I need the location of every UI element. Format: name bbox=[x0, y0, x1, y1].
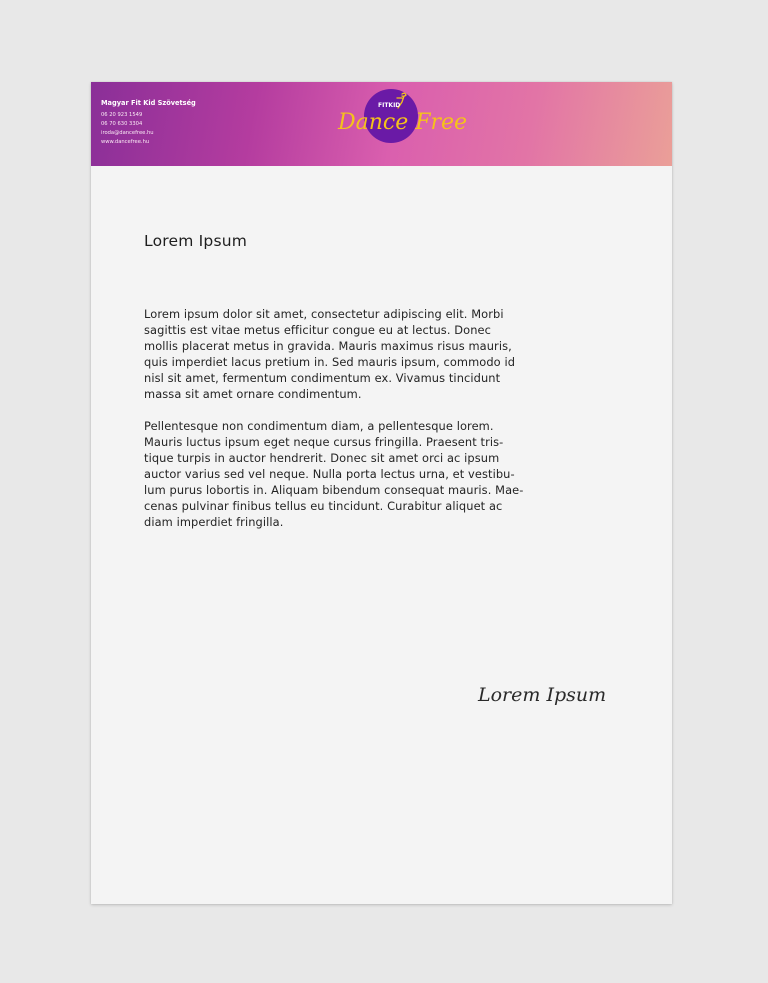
logo-fitkid-text: FITKID bbox=[378, 102, 401, 109]
paragraph-line: cenas pulvinar finibus tellus eu tincidunt. Curabitur aliquet ac bbox=[144, 499, 503, 513]
website-address: www.dancefree.hu bbox=[101, 139, 150, 145]
paragraph-line: Lorem ipsum dolor sit amet, consectetur adipiscing elit. Morbi bbox=[144, 307, 504, 321]
paragraph-line: lum purus lobortis in. Aliquam bibendum consequat mauris. Mae- bbox=[144, 483, 524, 497]
logo-script-text: Dance Free bbox=[338, 110, 468, 135]
paragraph-line: massa sit amet ornare condimentum. bbox=[144, 387, 362, 401]
paragraph-line: tique turpis in auctor hendrerit. Donec sit amet orci ac ipsum bbox=[144, 451, 500, 465]
document-title: Lorem Ipsum bbox=[144, 232, 248, 250]
handwritten-signature bbox=[476, 674, 626, 714]
letterhead-page bbox=[91, 82, 672, 904]
paragraph-line: nisl sit amet, fermentum condimentum ex. Vivamus tincidunt bbox=[144, 371, 501, 385]
paragraph-line: Pellentesque non condimentum diam, a pellentesque lorem. bbox=[144, 419, 494, 433]
document-body bbox=[144, 306, 616, 546]
phone-number-1: 06 20 923 1549 bbox=[101, 112, 143, 118]
email-address: iroda@dancefree.hu bbox=[101, 130, 154, 136]
dance-free-logo bbox=[336, 86, 468, 150]
paragraph-line: quis imperdiet lacus pretium in. Sed mauris ipsum, commodo id bbox=[144, 355, 516, 369]
letterhead-header bbox=[91, 82, 672, 166]
contact-block bbox=[101, 99, 196, 147]
paragraph-line: Mauris luctus ipsum eget neque cursus fringilla. Praesent tris- bbox=[144, 435, 504, 449]
phone-number-2: 06 70 630 3304 bbox=[101, 121, 143, 127]
paragraph-line: mollis placerat metus in gravida. Mauris maximus risus mauris, bbox=[144, 339, 512, 353]
organization-name: Magyar Fit Kid Szövetség bbox=[101, 99, 196, 107]
paragraph-2 bbox=[144, 418, 616, 530]
paragraph-line: diam imperdiet fringilla. bbox=[144, 515, 284, 529]
signature-text: Lorem Ipsum bbox=[478, 684, 607, 706]
paragraph-1 bbox=[144, 306, 616, 402]
paragraph-line: sagittis est vitae metus efficitur congue eu at lectus. Donec bbox=[144, 323, 491, 337]
paragraph-line: auctor varius sed vel neque. Nulla porta lectus urna, et vestibu- bbox=[144, 467, 515, 481]
